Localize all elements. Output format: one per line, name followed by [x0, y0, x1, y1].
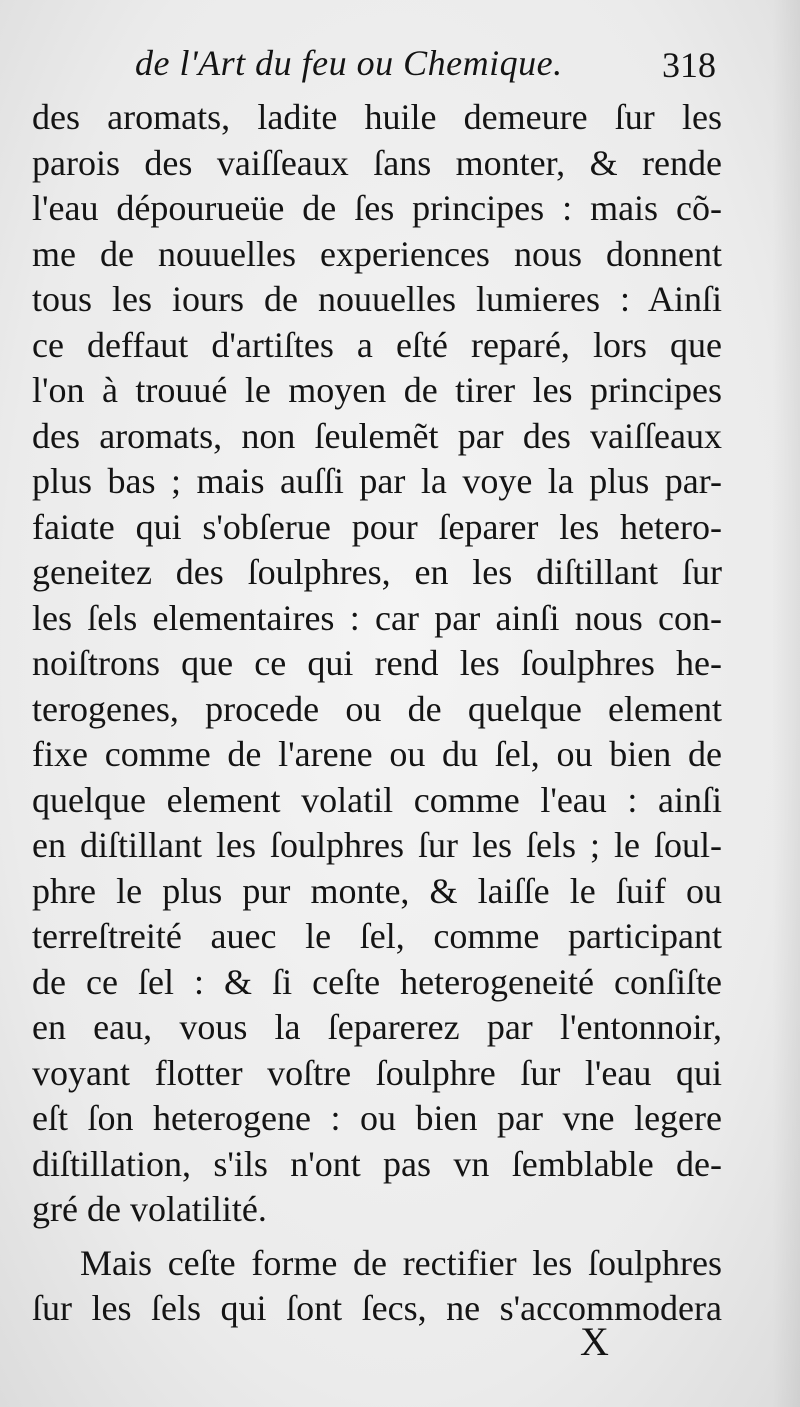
text-line: me de nouuelles experiences nous donnent: [32, 233, 722, 274]
text-line: geneitez des ſoulphres, en les diſtillant ſur: [32, 552, 722, 592]
text-line: ce deffaut d'artiſtes a eſté reparé, lors que: [32, 324, 722, 365]
text-line: fixe comme de l'arene ou du ſel, ou bien de: [32, 734, 722, 774]
page-edge-shadow: [772, 0, 800, 1407]
text-line: diſtillation, s'ils n'ont pas vn ſemblable de-: [32, 1143, 722, 1184]
text-line: des aromats, non ſeulemẽt par des vaiſſeaux: [32, 415, 722, 456]
text-line: voyant flotter voſtre ſoulphre ſur l'eau qui: [32, 1052, 722, 1093]
running-title: de l'Art du feu ou Chemique.: [135, 43, 563, 83]
text-line: ſur les ſels qui ſont ſecs, ne s'accommodera: [32, 1288, 722, 1328]
text-line: parois des vaiſſeaux ſans monter, & rende: [32, 142, 722, 183]
text-line: tous les iours de nouuelles lumieres : Ainſi: [32, 279, 722, 319]
text-line: des aromats, ladite huile demeure ſur les: [32, 97, 722, 137]
text-line: de ce ſel : & ſi ceſte heterogeneité conſiſte: [32, 961, 722, 1002]
signature-mark: X: [580, 1319, 609, 1364]
body-text: [32, 95, 732, 1332]
paragraph-gap: [32, 1233, 732, 1241]
text-line: en diſtillant les ſoulphres ſur les ſels ; le ſoul-: [32, 825, 722, 865]
text-line: l'on à trouué le moyen de tirer les principes: [32, 370, 722, 410]
text-line: Mais ceſte forme de rectifier les ſoulphres: [80, 1242, 722, 1283]
text-line: plus bas ; mais auſſi par la voye la plus par-: [32, 461, 722, 501]
text-line: les ſels elementaires : car par ainſi nous con-: [32, 597, 722, 638]
text-line: phre le plus pur monte, & laiſſe le ſuif ou: [32, 870, 722, 911]
text-line: quelque element volatil comme l'eau : ainſi: [32, 779, 722, 820]
text-line: terreſtreité auec le ſel, comme participant: [32, 916, 722, 956]
text-line: terogenes, procede ou de quelque element: [32, 688, 722, 729]
text-line: eſt ſon heterogene : ou bien par vne legere: [32, 1098, 722, 1138]
text-line: faiɑte qui s'obſerue pour ſeparer les hetero-: [32, 506, 722, 547]
text-line: gré de volatilité.: [32, 1189, 267, 1229]
text-line: l'eau dépourueüe de ſes principes : mais cõ-: [32, 188, 722, 228]
page-number: 318: [662, 45, 716, 85]
text-line: en eau, vous la ſeparerez par l'entonnoir,: [32, 1007, 722, 1047]
text-line: noiſtrons que ce qui rend les ſoulphres he-: [32, 643, 722, 683]
